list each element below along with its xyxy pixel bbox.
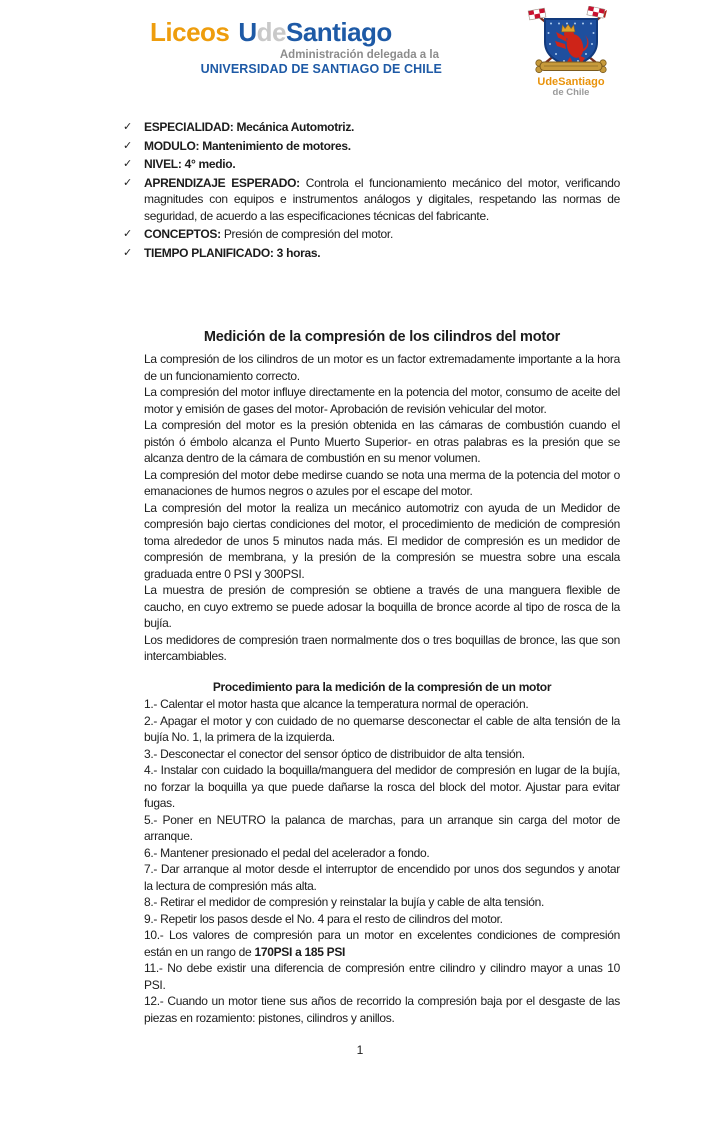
brand-u: U [238,17,257,47]
paragraph: La compresión del motor es la presión obtenida en las cámaras de combustión cuando el pistón ó émbolo alcanza el Punto Muerto Superior- en otras palabras es la presión que se alcanza dentro de la cámara de combustión en su menor volumen. [144,418,620,465]
letterhead-brand [150,18,442,76]
checkmark-icon: ✓ [123,158,133,170]
procedure-step: 11.- No debe existir una diferencia de compresión entre cilindro y cilindro mayor a unas 10 PSI. [144,961,620,992]
list-item-text: NIVEL: 4° medio. [144,157,236,171]
procedure-step: 3.- Desconectar el conector del sensor óptico de distribuidor de alta tensión. [144,746,525,761]
section-title: Medición de la compresión de los cilindros del motor [203,329,561,345]
crest-shield-icon [526,6,616,76]
procedure-step: 12.- Cuando un motor tiene sus años de recorrido la compresión baja por el desgaste de las piezas en rozamiento: pistones, cilindros y anillos. [144,994,620,1025]
crest-caption-line2: de Chile [552,87,590,98]
procedure-step: 1.- Calentar el motor hasta que alcance la temperatura normal de operación. [144,697,529,711]
procedure-step: 8.- Retirar el medidor de compresión y reinstalar la bujía y cable de alta tensión. [144,895,544,909]
brand-subtitle: Administración delegada a la [279,49,439,61]
procedure-step: 2.- Apagar el motor y con cuidado de no quemarse desconectar el cable de alta tensión de la bujía No. 1, la primera de la izquierda. [144,713,620,744]
list-item [123,245,620,262]
page-number: 1 [356,1043,364,1057]
procedure-step: 5.- Poner en NEUTRO la palanca de marchas, para un arranque sin carga del motor de arranque. [144,812,620,843]
paragraph: La compresión del motor la realiza un mecánico automotriz con ayuda de un Medidor de compresión bajo ciertas condiciones del motor, el procedimiento de medición de compresión toma alrededor de unos 5 minutos nada más. El medidor de compresión es un medidor de compresión de membrana, y la presión de la compresión se muestra sobre una escala graduada entre 0 PSI y 300PSI. [144,500,620,581]
crest-caption-line1: UdeSantiago [537,76,605,88]
front-matter-list [123,119,620,261]
list-item-text: TIEMPO PLANIFICADO: 3 horas. [144,245,321,260]
procedure-step: 7.- Dar arranque al motor desde el interruptor de encendido por unos dos segundos y anotar la lectura de compresión más alta. [144,862,620,893]
paragraph: La compresión del motor influye directamente en la potencia del motor, consumo de aceite del motor y emisión de gases del motor- Aprobación de revisión vehicular del motor. [144,385,620,416]
university-crest [526,6,616,98]
list-item-text: MODULO: Mantenimiento de motores. [144,138,351,153]
brand-santiago: Santiago [286,17,392,47]
brand-de: de [256,17,286,47]
university-name: UNIVERSIDAD DE SANTIAGO DE CHILE [200,62,442,76]
procedure-step: 10.- Los valores de compresión para un motor en excelentes condiciones de compresión están en un rango de 170PSI a 185 PSI [144,928,620,959]
checkmark-icon: ✓ [123,246,133,259]
checkmark-icon: ✓ [123,176,133,189]
procedure-step: 6.- Mantener presionado el pedal del acelerador a fondo. [144,845,430,860]
list-item-text: ESPECIALIDAD: Mecánica Automotriz. [144,120,355,134]
checkmark-icon: ✓ [123,121,133,133]
list-item-text: CONCEPTOS: Presión de compresión del motor. [144,227,393,241]
list-item [123,138,620,155]
paragraph: La compresión de los cilindros de un motor es un factor extremadamente importante a la hora de un funcionamiento correcto. [144,352,620,383]
brand-wordmark [150,18,442,46]
procedure-title: Procedimiento para la medición de la compresión de un motor [212,679,552,694]
document-body [123,119,620,1059]
brand-liceos: Liceos [150,17,230,47]
procedure-step: 9.- Repetir los pasos desde el No. 4 para el resto de cilindros del motor. [144,911,503,926]
list-item [123,156,620,173]
paragraph: La compresión del motor debe medirse cuando se nota una merma de la potencia del motor o emanaciones de humos negros o azules por el escape del motor. [144,467,620,498]
list-item [123,226,620,243]
checkmark-icon: ✓ [123,139,133,152]
paragraph: La muestra de presión de compresión se obtiene a través de una manguera flexible de caucho, en cuyo extremo se puede adosar la boquilla de bronce acorde al tipo de rosca de la bujía. [144,583,620,630]
procedure-step: 4.- Instalar con cuidado la boquilla/manguera del medidor de compresión en lugar de la bujía, no forzar la boquilla ya que puede dañarse la rosca del block del motor. Ajustar para evitar fugas. [144,763,620,810]
list-item [123,175,620,225]
checkmark-icon: ✓ [123,228,133,240]
list-item [123,119,620,136]
list-item-text: APRENDIZAJE ESPERADO: Controla el funcionamiento mecánico del motor, verificando magnitudes con equipos e instrumentos análogos y digitales, respetando las normas de seguridad, de acuerdo a las especificaciones técnicas del fabricante. [144,175,620,223]
paragraph: Los medidores de compresión traen normalmente dos o tres boquillas de bronce, las que son intercambiables. [144,632,620,663]
